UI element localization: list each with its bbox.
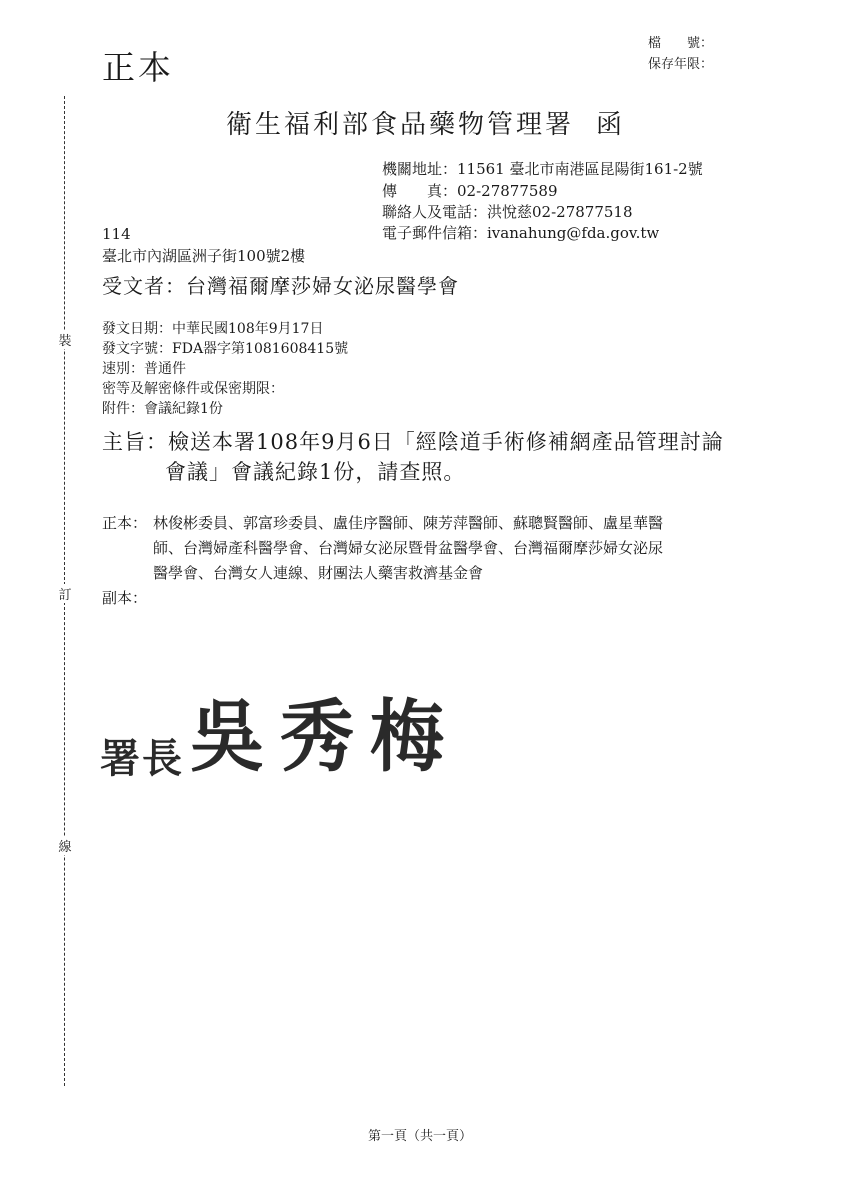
document-title — [226, 104, 625, 141]
binding-mark-zhuang: 裝 — [58, 330, 72, 349]
original-recipients-line-3: 醫學會、台灣女人連線、財團法人藥害救濟基金會 — [153, 564, 484, 582]
original-recipients-label: 正本： — [102, 514, 148, 532]
retention-period-label: 保存年限： — [648, 57, 714, 72]
director-signature — [100, 678, 460, 784]
file-number-label: 檔 號： — [648, 36, 714, 51]
document-type: 函 — [596, 110, 626, 140]
binding-mark-ding: 訂 — [58, 584, 72, 603]
issue-date: 發文日期：中華民國108年9月17日 — [102, 321, 324, 337]
binding-mark-xian: 線 — [58, 836, 72, 855]
delivery-speed: 速別：普通件 — [102, 361, 186, 377]
subject-line-1: 主旨：檢送本署108年9月6日「經陰道手術修補網產品管理討論 — [102, 430, 724, 454]
subject-line-2: 會議」會議紀錄1份，請查照。 — [165, 460, 466, 484]
contact-person: 聯絡人及電話：洪悅慈02-27877518 — [382, 203, 633, 221]
signature-name: 吳秀梅 — [190, 692, 460, 783]
recipient-street-address: 臺北市內湖區洲子街100號2樓 — [102, 247, 306, 265]
signature-title: 署長 — [100, 735, 184, 782]
original-recipients-line-2: 師、台灣婦產科醫學會、台灣婦女泌尿暨骨盆醫學會、台灣福爾摩莎婦女泌尿 — [153, 539, 664, 557]
recipient: 受文者：台灣福爾摩莎婦女泌尿醫學會 — [102, 274, 459, 298]
security-level: 密等及解密條件或保密期限： — [102, 381, 284, 397]
agency-fax: 傳 真：02-27877589 — [382, 182, 558, 200]
original-recipients-line-1: 林俊彬委員、郭富珍委員、盧佳序醫師、陳芳萍醫師、蘇聰賢醫師、盧星華醫 — [153, 514, 664, 532]
agency-address: 機關地址：11561 臺北市南港區昆陽街161-2號 — [382, 160, 703, 178]
agency-name: 衛生福利部食品藥物管理署 — [226, 110, 575, 140]
contact-email: 電子郵件信箱：ivanahung@fda.gov.tw — [382, 224, 660, 242]
recipient-postal-code: 114 — [102, 225, 131, 243]
document-number: 發文字號：FDA器字第1081608415號 — [102, 341, 349, 357]
original-copy-mark: 正本 — [102, 48, 174, 87]
page-number: 第一頁（共一頁） — [368, 1129, 473, 1144]
copy-recipients-label: 副本： — [102, 589, 148, 607]
attachment: 附件：會議紀錄1份 — [102, 401, 223, 417]
